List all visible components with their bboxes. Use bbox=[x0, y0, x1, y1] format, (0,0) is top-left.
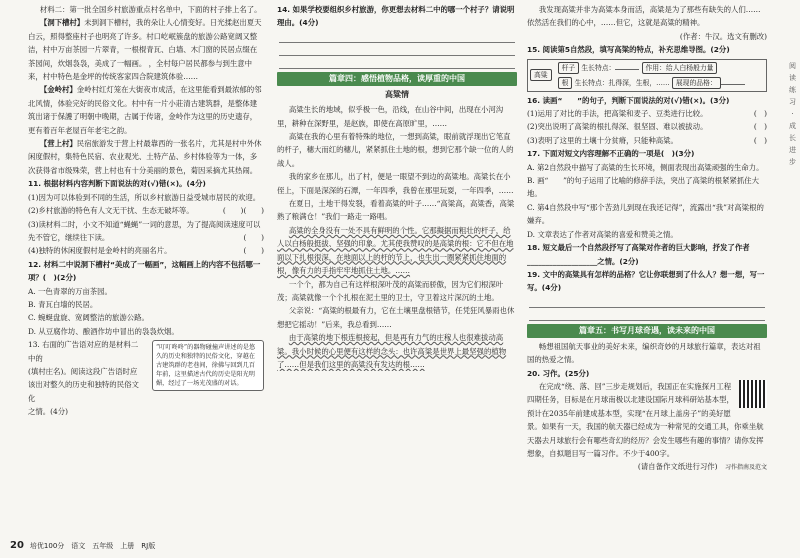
page-footer bbox=[10, 540, 155, 551]
village-text-yingshang: 民宿旅游发于营上村最靠西的一张名片，尤其是村中外休闲度假村，集特色民宿、农业观光、土特产品、乡村体验等为一体，多次获得省市级殊荣，营上村也有十分美丽的景色，菊因采摘尤其热闹。 bbox=[28, 139, 262, 175]
question-16: 16. 读画“ ”的句子，判断下面说法的对(√)错(×)。(3分) bbox=[527, 95, 730, 105]
article-paragraph: 在夏日，土地干得发裂，看着高粱的叶子……“高粱高，高粱香，高粱熟了粮满仓！”我们一路走一路唱。 bbox=[277, 199, 515, 222]
article-paragraph-underlined: 由于高粱的地下根连根接起，但是再有力气的庄稼人也很难拔动高粱。我小时候的心里便有这样的念头：也许高粱是世界上最坚强的植物了……但是我们这里的高粱没有发达的根…… bbox=[277, 333, 507, 369]
village-heading-yingshang: 【营上村】 bbox=[39, 139, 77, 149]
writing-hint: 畅想祖国航天事业的美好未来，编织奇妙的月球旅行篇章，表达对祖国的热爱之情。 bbox=[527, 341, 761, 365]
village-text-jinling: 金岭村红灯笼在大街夜市成活，在这里能看到最浓郁的邻北风情，体验完好的民俗文化。村中有一片小莊清古建筑群，是整体建筑出诸于保護了明朝中晚期，古属于传诸，金岭作为这里的历史遗存，更有着百年老屋百年老宅之韵。 bbox=[28, 85, 262, 135]
essay-prompt-block bbox=[527, 380, 767, 475]
question-13-block bbox=[28, 338, 264, 418]
qr-caption: 习作指南及范文 bbox=[724, 464, 767, 472]
question-15: 15. 阅读第5自然段，填写高粱的特点，补充思维导图。(2分) bbox=[527, 45, 730, 55]
question-12: 12. 材料二中说洞下槽村“美成了一幅画”，这幅画上的内容不包括哪一项？( )(2分) bbox=[28, 259, 261, 283]
village-heading-dongxia: 【洞下槽村】 bbox=[39, 18, 85, 28]
q12-option-b: B. 青瓦白墙的民居。 bbox=[28, 299, 98, 309]
q12-option-d: D. 从豆腐作坊、酿酒作坊中冒出的袅袅炊烟。 bbox=[28, 326, 179, 336]
article-paragraph: 一个个，都为自己有这样根深叶茂的高粱而骄傲，因为它们根深叶茂；高粱就像一个个扎根在泥土里的卫士，守卫着这片深沉的土地。 bbox=[277, 279, 504, 302]
question-20: 20. 习作。(25分) bbox=[527, 368, 590, 378]
ad-callout-box: “叮叮咚咚”的器物碰撞声讲述的是悠久的历史和独特的民俗文化，穿越在古建筑群的老巷间，徐佛与回到几百年前，这里描述古代的历史是阳光明媚，经过了一场光茂盛的对话。 bbox=[152, 340, 264, 391]
middle-column bbox=[277, 3, 517, 371]
section-banner-four: 篇章四：感悟植物品格，读厚重的中国 bbox=[277, 72, 517, 86]
essay-note: (请自备作文纸进行习作) bbox=[637, 462, 718, 472]
answer-line[interactable] bbox=[529, 295, 765, 308]
article-paragraph: 我的家乡在那儿，出了村，便是一眼望不到边的高粱地。高粱长在小侄上，下面是深深的石潭，一年四季，我曾在那里玩耍，一年四季，…… bbox=[277, 172, 514, 195]
page-number: 20 bbox=[10, 540, 24, 551]
answer-line[interactable] bbox=[279, 43, 515, 56]
mind-map-node-stem: 杆子 bbox=[558, 62, 580, 74]
root-feature-label: 生长特点：扎得深，生根，…… bbox=[574, 78, 670, 87]
q16-item-3: (3)表明了这里的土壤十分贫瘠，只能种高粱。 ( ) bbox=[527, 135, 767, 145]
right-column bbox=[527, 3, 767, 475]
qr-code-icon[interactable] bbox=[739, 380, 767, 408]
answer-line[interactable] bbox=[279, 56, 515, 69]
village-text-dongxia: 未到洞下槽村，我的朵让人心情变好。日光揉赵出夏天白云，照得整座村子也明亮了许多。村口屹岷簇盘的旅游公路宽阔又整洁，村中万亩茶园一片翠青，一根棍青瓦、白墙、木门窗的民居点缀在茶园间，炊烟袅袅，美成了一幅画。 ，全村每户居民都参与到生意中来，村中特色是金坪的传统客家四合院建筑体验…… bbox=[28, 18, 262, 82]
q17-option-c: C. 第4自然段中写“那个苦劲儿到现在我还记得”，流露出“我”对高粱根的嫌弃。 bbox=[527, 202, 764, 226]
q17-option-b: B. 画“ ”的句子运用了比喻的修辞手法，突出了高粱的根紧紧抓住大地。 bbox=[527, 176, 760, 199]
q12-option-a: A. 一色青翠的万亩茶园。 bbox=[28, 286, 112, 296]
question-17: 17. 下面对短文内容理解不正确的一项是( )(3分) bbox=[527, 149, 695, 159]
q16-item-1: (1)运用了对比的手法，把高粱和麦子、豆类进行比较。 ( ) bbox=[527, 109, 767, 119]
q11-item-1: (1)因为可以体验到不同的生活，所以乡村旅游日益受城市居民的欢迎。 ( ) bbox=[28, 192, 264, 216]
mind-map-node-root: 根 bbox=[558, 77, 573, 89]
article-paragraph: 父亲说：“高粱的根最有力，它在土壤里盘根错节，任凭狂风暴雨也休想把它摇动！”后来，我总看到…… bbox=[277, 306, 515, 329]
article-paragraph: 高粱生长的地域，似乎极一色，沿线，在山谷中间，出现在小河沟里，耕种在深野里，是赵族，即使在高原旷里，…… bbox=[277, 105, 504, 128]
q11-item-3: (3)读材料二时，小文不知道“蝇蝇”一词的意思，为了提高阅读速度可以先不管它，继续往下读。 ( ) bbox=[28, 219, 264, 242]
footer-text: 培优100分 语文 五年级 上册 RJ版 bbox=[29, 542, 156, 550]
question-11: 11. 根据材料内容判断下面说法的对(√)错(×)。(4分) bbox=[28, 179, 206, 189]
article-author: (作者：牛汉。选文有删改) bbox=[679, 31, 767, 41]
answer-blank[interactable] bbox=[721, 84, 745, 85]
article-closing-paragraph: 我发现高粱并非为高粱本身而活，高粱是为了那些有缺失的人们……依然活在我们的心中，……但它，这就是高粱的精神。 bbox=[527, 5, 761, 28]
stem-result: 作用：给人白杨般力量 bbox=[642, 62, 718, 74]
question-14: 14. 如果学校要组织乡村旅游，你更想去材料二中的哪一个村子？请说明理由。(4分) bbox=[277, 5, 515, 28]
q17-option-d: D. 文章表达了作者对高粱的喜爱和赞美之情。 bbox=[527, 229, 678, 239]
left-column bbox=[28, 3, 264, 419]
section-banner-five: 篇章五：书写月球奇遇，读未来的中国 bbox=[527, 324, 767, 338]
question-19: 19. 文中的高粱具有怎样的品格？它让你联想到了什么人？想一想，写一写。(4分) bbox=[527, 269, 765, 293]
article-title: 高粱情 bbox=[385, 89, 409, 99]
article-paragraph-underlined: 高粱的全身没有一处不具有鲜明的个性。它那擬据而粗壮的杆子，给人以白杨般挺拔、坚强的印象。尤其使我赞叹的是高粱的根：它不但在地面以下扎根很深，在地面以上的杆的节上，也生出一圈紧紧抓住地面的根，像有力的手指牢牢地抓住土地。…… bbox=[277, 225, 514, 276]
material-two-intro: 材料二：第一批全国乡村旅游重点村名单中，下面的村子排上名了。 bbox=[39, 5, 262, 14]
side-margin-text: 阅 读 练 习 · 成 长 进 步 bbox=[789, 62, 796, 166]
root-result: 展现的品格： bbox=[672, 77, 721, 89]
question-13-line1: 13. 右面的广告语对应的是材料二中的 bbox=[28, 340, 139, 363]
q17-option-a: A. 第2自然段中描写了高粱的生长环境，侧面表现出高粱顽强的生命力。 bbox=[527, 162, 764, 172]
question-13-line3: 之情。(4分) bbox=[28, 407, 69, 417]
answer-blank[interactable] bbox=[615, 69, 639, 70]
mind-map-root: 高粱 bbox=[530, 69, 552, 81]
q16-item-2: (2)突出说明了高粱的根扎得深、很坚固、难以被拔动。 ( ) bbox=[527, 122, 767, 132]
answer-line[interactable] bbox=[279, 30, 515, 43]
village-heading-jinling: 【金岭村】 bbox=[39, 85, 77, 95]
question-18: 18. 短文最后一个自然段抒写了高粱对作者的巨大影响，抒发了作者___________________之情。(2分) bbox=[527, 243, 750, 266]
q11-item-2: (2)乡村旅游的特色有人文无干扰、生态无破坏等。 ( ) bbox=[28, 206, 244, 216]
q12-option-c: C. 蜿蜒盘旋、宽阔整洁的旅游公路。 bbox=[28, 313, 149, 323]
mind-map bbox=[527, 59, 767, 92]
question-13-line2: (填村庄名)。阅读这段广告语时应该出对整久的历史和独特的民俗文化 bbox=[28, 366, 139, 403]
q11-item-4: (4)独特的休闲度假村是金岭村的亮丽名片。 ( ) bbox=[28, 246, 264, 256]
stem-feature-label: 生长特点： bbox=[581, 63, 616, 72]
article-paragraph: 高粱在我的心里有着特殊的地位，一想到高粱，眼前就浮现出它笔直的杆子，穗大而红的穗儿，紧紧抓住土地的根，想到它那个缺一位的人的战人。 bbox=[277, 132, 514, 168]
answer-line[interactable] bbox=[529, 308, 765, 321]
essay-prompt: 在完成“绕、落、回”三步走规划后，我国正在实施探月工程四期任务，目标是在月球南极以北建设国际月球科研站基本型，预计在2035年前建成基本型，实现“在月球上盖房子”的美好愿景。如果有一天，我国的航天器已经成为一种常见的交通工具，你乘坐航天器去月球旅行会有哪些奇幻的经历？会发生哪些有趣的事情？请你发挥想象，自拟题目写一篇习作。不少于400字。 bbox=[527, 381, 764, 458]
